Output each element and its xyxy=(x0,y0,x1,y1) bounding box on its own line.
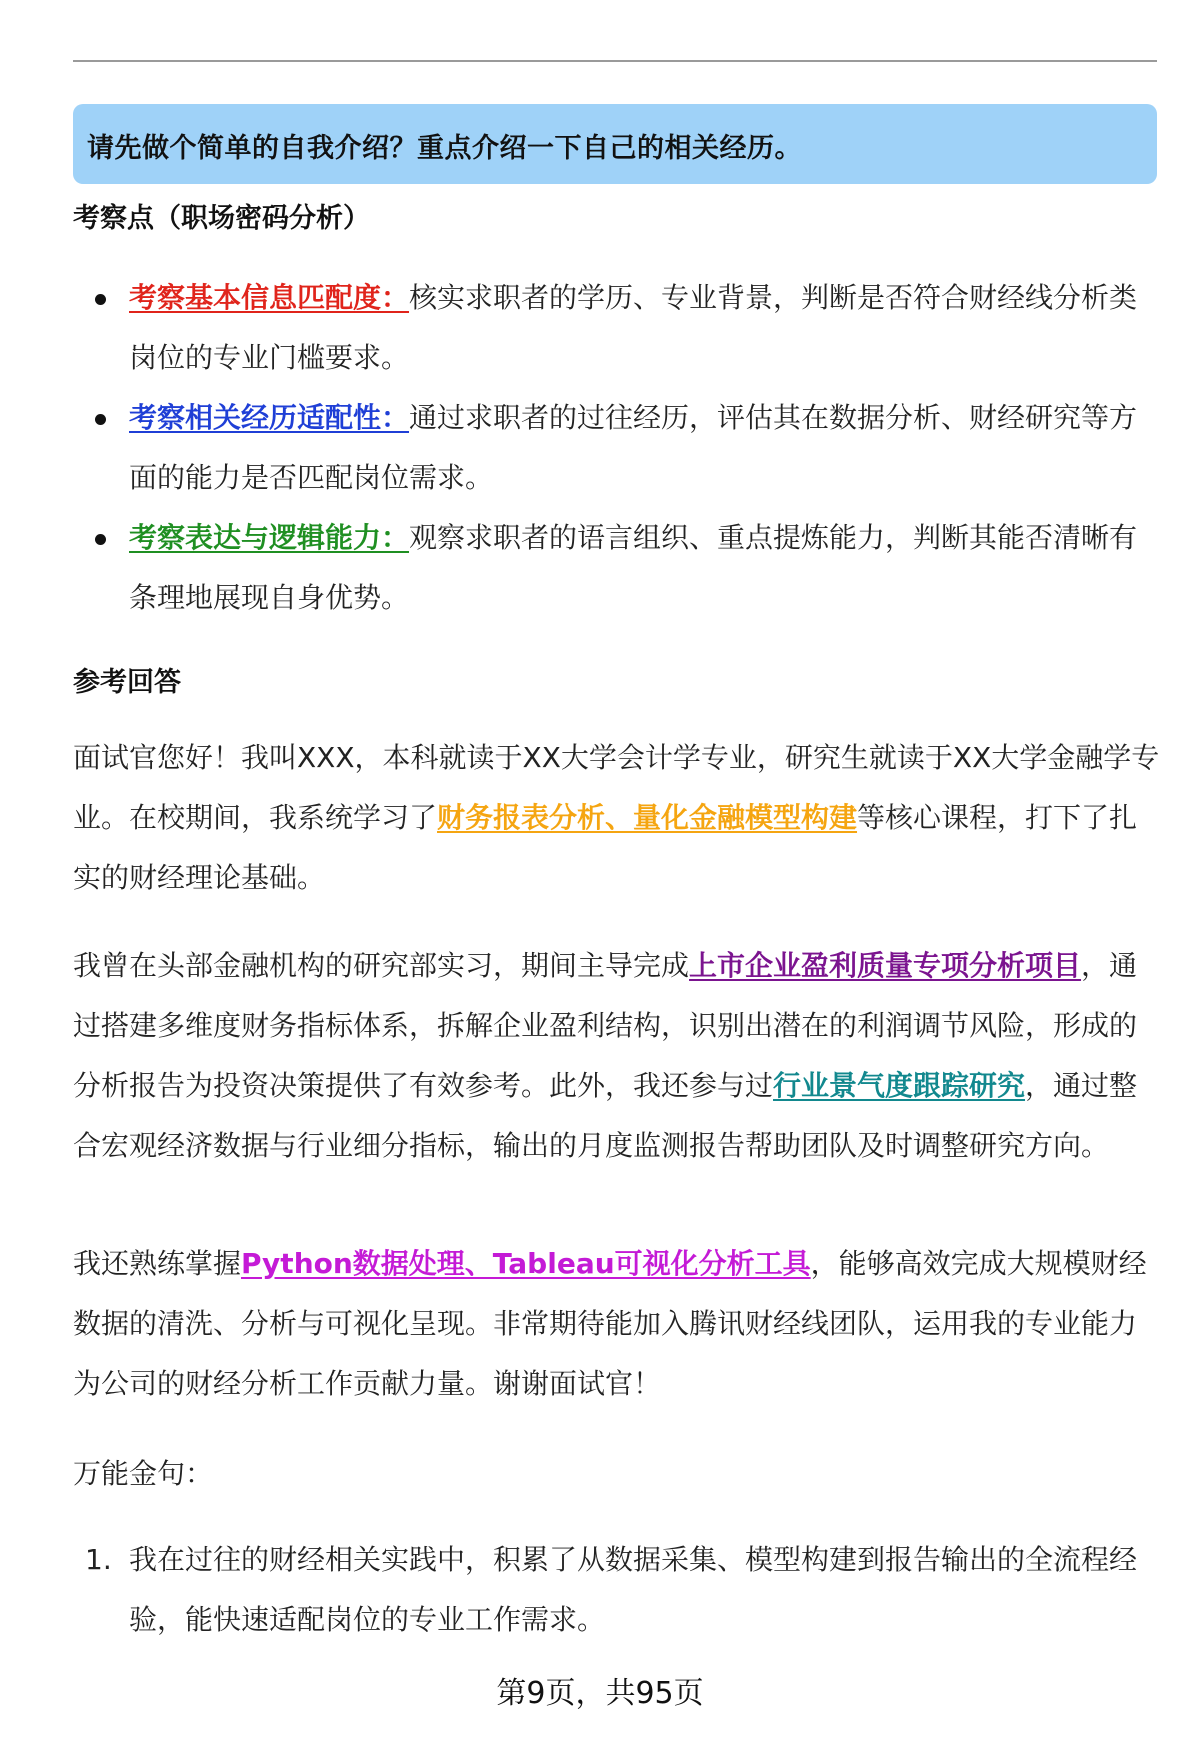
assessment-item-text: 通过求职者的过往经历，评估其在数据分析、财经研究等方面的能力是否匹配岗位需求。 xyxy=(129,401,1138,494)
golden-sentences-list xyxy=(73,1530,1163,1650)
bullet-icon xyxy=(95,414,106,425)
highlight-project: 上市企业盈利质量专项分析项目 xyxy=(689,949,1082,982)
highlight-skills: Python数据处理、Tableau可视化分析工具 xyxy=(241,1247,811,1280)
question-text: 请先做个简单的自我介绍？重点介绍一下自己的相关经历。 xyxy=(87,133,802,164)
assessment-item-text: 观察求职者的语言组织、重点提炼能力，判断其能否清晰有条理地展现自身优势。 xyxy=(129,521,1138,614)
highlight-courses: 财务报表分析、量化金融模型构建 xyxy=(437,801,858,834)
assessment-item xyxy=(73,388,1163,508)
assessment-item xyxy=(73,268,1163,388)
answer-text: 面试官您好！我叫XXX，本科就读于XX大学会计学专业，研究生就读于XX大学金融学专业。在校期间，我系统学习了 xyxy=(73,741,1160,834)
assessment-item-text: 核实求职者的学历、专业背景，判断是否符合财经线分析类岗位的专业门槛要求。 xyxy=(129,281,1138,374)
assessment-list xyxy=(73,268,1163,628)
answer-heading: 参考回答 xyxy=(73,667,181,698)
answer-text: 我还熟练掌握 xyxy=(73,1247,242,1280)
answer-text: ，能够高效完成大规模财经数据的清洗、分析与可视化呈现。非常期待能加入腾讯财经线团队，运用我的专业能力为公司的财经分析工作贡献力量。谢谢面试官！ xyxy=(73,1247,1147,1400)
assessment-item-highlight: 考察相关经历适配性： xyxy=(129,401,410,434)
assessment-item-highlight: 考察表达与逻辑能力： xyxy=(129,521,410,554)
bullet-icon xyxy=(95,534,106,545)
answer-text: 我曾在头部金融机构的研究部实习，期间主导完成 xyxy=(73,949,690,982)
question-banner xyxy=(73,104,1157,184)
golden-sentence-text: 我在过往的财经相关实践中，积累了从数据采集、模型构建到报告输出的全流程经验，能快速适配岗位的专业工作需求。 xyxy=(129,1543,1138,1636)
bullet-icon xyxy=(95,294,106,305)
assessment-item xyxy=(73,508,1163,628)
answer-text: ，通过整合宏观经济数据与行业细分指标，输出的月度监测报告帮助团队及时调整研究方向。 xyxy=(73,1069,1138,1162)
page-number: 第9页，共95页 xyxy=(496,1676,704,1711)
answer-text: 等核心课程，打下了扎实的财经理论基础。 xyxy=(73,801,1138,894)
golden-sentence-item xyxy=(73,1530,1163,1650)
list-number: 1. xyxy=(85,1543,112,1576)
answer-paragraph-3 xyxy=(73,1234,1163,1414)
answer-paragraph-1 xyxy=(73,728,1163,908)
answer-paragraph-2 xyxy=(73,936,1163,1176)
highlight-research: 行业景气度跟踪研究 xyxy=(773,1069,1026,1102)
assessment-item-highlight: 考察基本信息匹配度： xyxy=(129,281,410,314)
header-divider xyxy=(73,60,1157,62)
assessment-heading: 考察点（职场密码分析） xyxy=(73,203,370,234)
golden-sentences-label: 万能金句： xyxy=(73,1457,214,1490)
answer-text: ，通过搭建多维度财务指标体系，拆解企业盈利结构，识别出潜在的利润调节风险，形成的分析报告为投资决策提供了有效参考。此外，我还参与过 xyxy=(73,949,1138,1102)
